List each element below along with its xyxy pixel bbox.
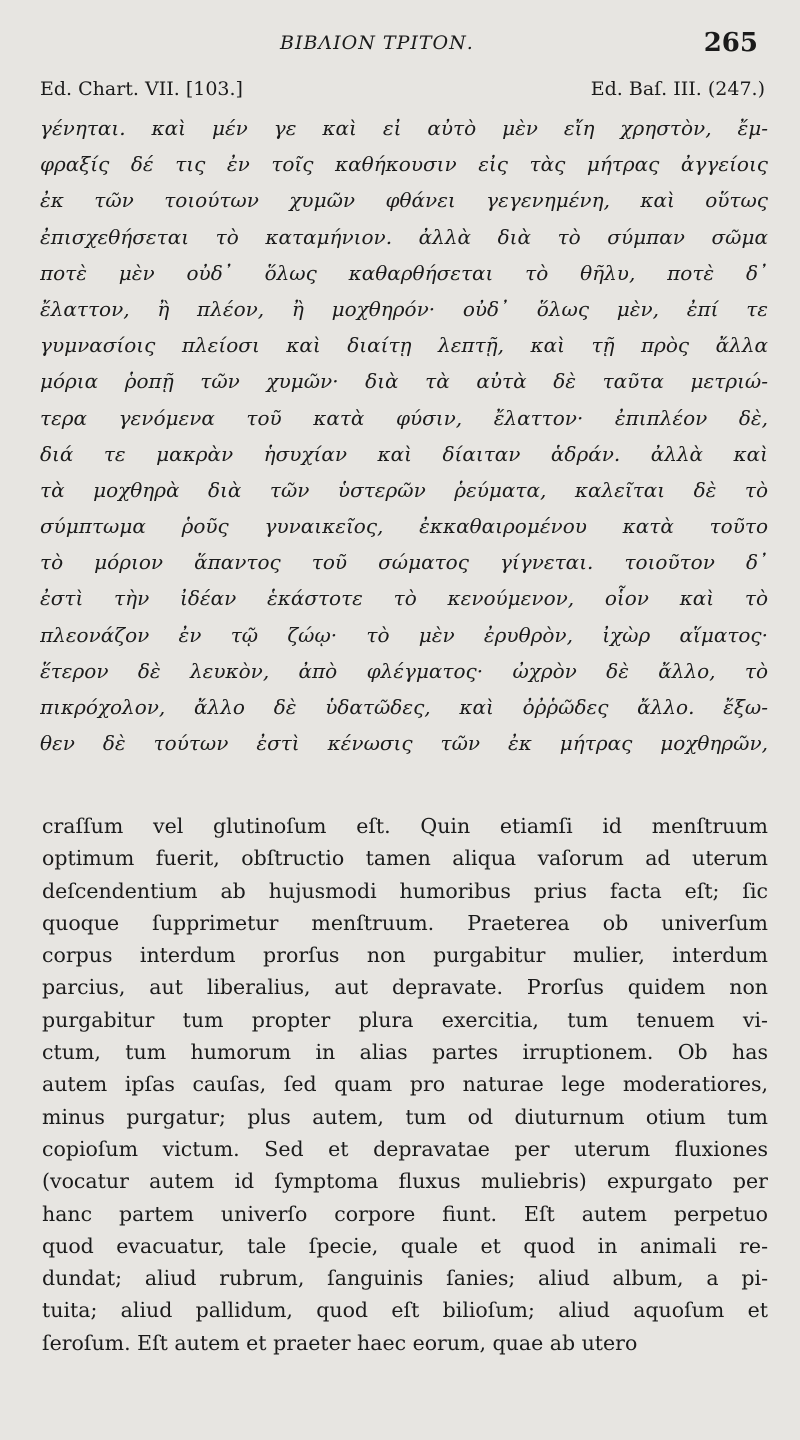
- greek-text-line: διά τε μακρὰν ἡσυχίαν καὶ δίαιταν ἁδράν. ἀλλὰ καὶ: [40, 441, 768, 466]
- latin-text-line: autem ipſas cauſas, ſed quam pro naturae lege moderatiores,: [42, 1072, 768, 1097]
- greek-text-line: φραξίς δέ τις ἐν τοῖς καθήκουσιν εἰς τὰς μήτρας ἀγγείοις: [40, 152, 768, 177]
- latin-text-line: quod evacuatur, tale ſpecie, quale et quod in animali re-: [42, 1233, 768, 1258]
- greek-text-line: τὰ μοχθηρὰ διὰ τῶν ὑστερῶν ῥεύματα, καλεῖται δὲ τὸ: [40, 477, 768, 502]
- page-number: 265: [703, 28, 758, 58]
- latin-text-line: parcius, aut liberalius, aut depravate. Prorſus quidem non: [42, 975, 768, 1000]
- latin-text-line: ſeroſum. Eſt autem et praeter haec eorum, quae ab utero: [42, 1330, 638, 1355]
- greek-text-line: ἐκ τῶν τοιούτων χυμῶν φθάνει γεγενημένη, καὶ οὕτως: [40, 188, 768, 213]
- greek-text-block: [40, 110, 768, 761]
- latin-text-line: optimum fuerit, obſtructio tamen aliqua vaſorum ad uterum: [42, 846, 768, 871]
- latin-text-line: corpus interdum prorſus non purgabitur mulier, interdum: [42, 943, 768, 968]
- greek-text-line: ἐπισχεθήσεται τὸ καταμήνιον. ἀλλὰ διὰ τὸ σύμπαν σῶμα: [40, 224, 768, 249]
- greek-text-line: σύμπτωμα ῥοῦς γυναικεῖος, ἐκκαθαιρομένου κατὰ τοῦτο: [40, 514, 768, 539]
- greek-text-line: γένηται. καὶ μέν γε καὶ εἰ αὐτὸ μὲν εἴη χρηστὸν, ἔμ-: [40, 116, 768, 140]
- greek-text-line: τὸ μόριον ἅπαντος τοῦ σώματος γίγνεται. τοιοῦτον δ᾽: [40, 550, 768, 575]
- book-title: ΒΙΒΛΙΟΝ ΤΡΙΤΟΝ.: [280, 32, 474, 54]
- greek-text-line: μόρια ῥοπῇ τῶν χυμῶν· διὰ τὰ αὐτὰ δὲ ταῦτα μετριώ-: [40, 369, 768, 394]
- greek-text-line: πλεονάζον ἐν τῷ ζώῳ· τὸ μὲν ἐρυθρὸν, ἰχὼρ αἵματος·: [40, 622, 768, 647]
- latin-text-block: [42, 810, 768, 1359]
- latin-text-line: ctum, tum humorum in alias partes irruptionem. Ob has: [42, 1040, 768, 1065]
- greek-text-line: γυμνασίοις πλείοσι καὶ διαίτῃ λεπτῇ, καὶ τῇ πρὸς ἄλλα: [40, 333, 768, 358]
- latin-text-line: dundat; aliud rubrum, ſanguinis ſanies; aliud album, a pi-: [42, 1266, 768, 1291]
- latin-text-line: deſcendentium ab hujusmodi humoribus prius facta eſt; ſic: [42, 878, 768, 903]
- latin-text-line: quoque ſupprimetur menſtruum. Praeterea ob univerſum: [42, 910, 768, 935]
- greek-text-line: θεν δὲ τούτων ἐστὶ κένωσις τῶν ἐκ μήτρας μοχθηρῶν,: [40, 731, 768, 756]
- latin-text-line: purgabitur tum propter plura exercitia, tum tenuem vi-: [42, 1007, 768, 1032]
- latin-text-line: craſſum vel glutinoſum eſt. Quin etiamſi id menſtruum: [42, 814, 768, 838]
- greek-text-line: τερα γενόμενα τοῦ κατὰ φύσιν, ἔλαττον· ἐπιπλέον δὲ,: [40, 405, 768, 430]
- latin-text-line: minus purgatur; plus autem, tum od diuturnum otium tum: [42, 1104, 768, 1129]
- greek-text-line: ἕτερον δὲ λευκὸν, ἀπὸ φλέγματος· ὠχρὸν δὲ ἄλλο, τὸ: [40, 658, 768, 683]
- latin-text-line: copioſum victum. Sed et depravatae per uterum fluxiones: [42, 1136, 768, 1161]
- edition-ref-chartier: Ed. Chart. VII. [103.]: [40, 78, 243, 100]
- latin-text-line: (vocatur autem id ſymptoma fluxus muliebris) expurgato per: [42, 1169, 768, 1194]
- edition-references: [40, 78, 765, 106]
- greek-text-line: πικρόχολον, ἄλλο δὲ ὑδατῶδες, καὶ ὀῤῥῶδες ἄλλο. ἔξω-: [40, 695, 768, 719]
- running-head: [0, 30, 800, 66]
- edition-ref-basel: Ed. Baſ. III. (247.): [590, 78, 765, 100]
- latin-text-line: tuita; aliud pallidum, quod eſt bilioſum; aliud aquoſum et: [42, 1298, 768, 1323]
- greek-text-line: ἔλαττον, ἢ πλέον, ἢ μοχθηρόν· οὐδ᾽ ὅλως μὲν, ἐπί τε: [40, 296, 768, 321]
- greek-text-line: ποτὲ μὲν οὐδ᾽ ὅλως καθαρθήσεται τὸ θῆλυ, ποτὲ δ᾽: [40, 260, 768, 285]
- latin-text-line: hanc partem univerſo corpore fiunt. Eſt autem perpetuo: [42, 1201, 768, 1226]
- greek-text-line: ἐστὶ τὴν ἰδέαν ἑκάστοτε τὸ κενούμενον, οἷον καὶ τὸ: [40, 586, 768, 611]
